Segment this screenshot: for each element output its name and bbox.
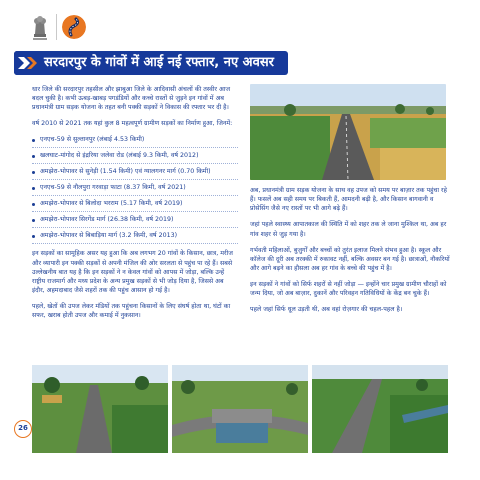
paragraph: इन सड़कों ने गांवों को सिर्फ शहरों से नहीं जोड़ा — इन्होंने चार प्रमुख ग्रामीण चौराहों को जन्म दिया, जो अब बाज़ार, दुकानें और परिवहन गतिविधियों के केंद्र बन चुके हैं।	[250, 281, 447, 298]
list-item: अमझेरा-भोपावर सिरगेंड मार्ग (26.38 किमी, वर्ष 2019)	[32, 212, 238, 228]
national-emblem-icon	[30, 12, 50, 42]
road-photo-3	[312, 365, 448, 453]
road-logo-icon	[62, 15, 86, 39]
paragraph: जहां पहले स्वास्थ्य आपातकाल की स्थिति में को शहर तक ले जाना मुश्किल था, अब हर गांव शहर से जुड़ गया है।	[250, 221, 447, 238]
impact-paragraph: इन सड़कों का सामूहिक असर यह हुआ कि अब लगभग 20 गांवों के किसान, छात्र, मरीज और व्यापारी इन पक्की सड़कों से अपनी मंजिल की ओर सरलता से पहुंच पा रहे हैं। सबसे उल्लेखनीय बात यह है कि इन सड़कों ने न केवल गांवों को आपस में जोड़ा, बल्कि उन्हें राष्ट्रीय राजमार्ग और मध्य प्रदेश के अन्य प्रमुख सड़कों से भी जोड़ दिया है, जिससे अब इंदौर, अहमदाबाद जैसे शहरों तक की पहुंच आसान हो गई है।	[32, 250, 233, 294]
list-item: एनएच-59 से सुल्तानपुर (लंबाई 4.53 किमी)	[32, 132, 238, 148]
right-column	[250, 186, 450, 321]
road-photo-2	[172, 365, 308, 453]
paragraph: गर्भवती महिलाओं, बुजुर्गों और बच्चों को तुरंत इलाज मिलने संभव हुआ है। स्कूल और कॉलेज की दूरी अब तरक्की में रुकावट नहीं, बल्कि अवसर बन गई है। छात्राओं, नौकरियों और आगे बढ़ने का हौसला अब हर गांव के बच्चे की पहुंच में है।	[250, 246, 450, 272]
list-item: अमझेरा-भोपावर से बिबाड़िया मार्ग (3.2 किमी, वर्ष 2013)	[32, 228, 238, 244]
left-column	[32, 85, 238, 327]
paragraph: अब, प्रधानमंत्री ग्राम सड़क योजना के साथ वह उपज को समय पर बाज़ार तक पहुंचा रहे हैं। फसलें अब सही समय पर बिकती हैं, आमदनी बढ़ी है, और किसान बागवानी व प्रोसेसिंग जैसे नए रास्तों पर भी आगे बढ़े हैं।	[250, 187, 447, 213]
list-item: अमझेरा-भोपावर से बिलाेदा भरराम (5.17 किमी, वर्ष 2019)	[32, 196, 238, 212]
page-number: 26	[14, 420, 32, 438]
title-bar	[14, 51, 288, 75]
list-item: एनएच-59 से नौलपुरा गरवाड़ा फाटा (8.37 किमी, वर्ष 2021)	[32, 180, 238, 196]
road-chevron-icon	[14, 51, 42, 75]
list-item: अमझेरा-भोपावर से सुनेड़ी (1.54 किमी) एवं ग्यालगनर मार्ग (0.70 किमी)	[32, 164, 238, 180]
before-paragraph: पहले, खेतों की उपज लेकर मंडियों तक पहुंचना किसानों के लिए संघर्ष होता था, घंटों का सफर, खराब होती उपज और कमाई में नुकसान।	[32, 303, 231, 320]
road-photo-top	[250, 84, 446, 180]
intro-paragraph: धार जिले की सरदारपुर तहसील और झाबुआ जिले के आदिवासी अंचलों की तस्वीर आज बदल चुकी है। कभी ऊबड़-खाबड़ पगडंडियों और कच्चे रास्तों से जुड़ने इन गांवों में अब प्रधानमंत्री ग्राम सड़क योजना के तहत बनी पक्की सड़कों ने विकास की रफ्तार भर दी है।	[32, 86, 231, 112]
list-intro: वर्ष 2010 से 2021 तक यहां कुल 8 महत्वपूर्ण ग्रामीण सड़कों का निर्माण हुआ, जिनमें:	[32, 120, 233, 128]
paragraph: पहले जहां सिर्फ धूल उड़ती थी, अब वहां रोज़गार की चहल-पहल है।	[250, 306, 403, 314]
road-photo-1	[32, 365, 168, 453]
logo-separator	[56, 14, 57, 40]
page-title: सरदारपुर के गांवों में आई नई रफ्तार, नए अवसर	[44, 55, 274, 70]
road-list	[32, 132, 238, 245]
list-item: खलघाट-मांगोद से इंद्ररिया जलेवा रोड (लंबाई 9.3 किमी, वर्ष 2012)	[32, 148, 238, 164]
